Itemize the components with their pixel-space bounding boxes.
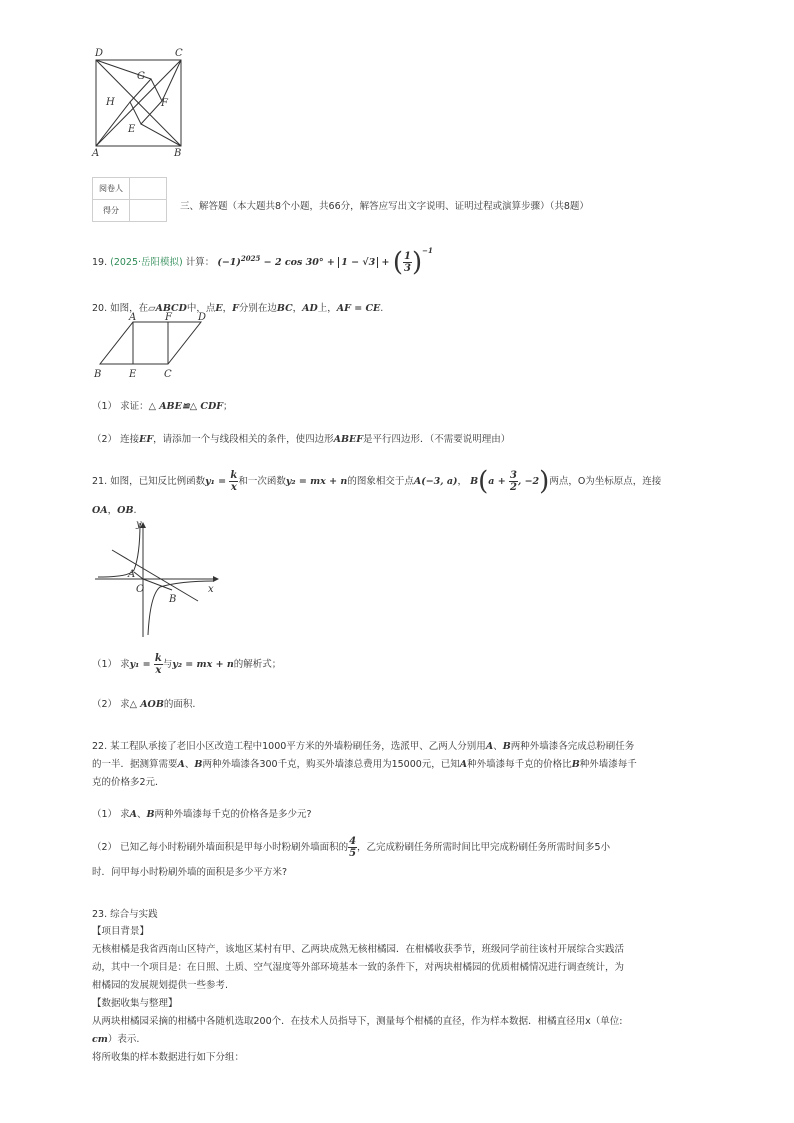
q23-body2: 动，其中一个项目是：在日照、土质、空气湿度等外部环境基本一致的条件下，对两块柑橘园的优质柑橘情况进行调查统计，为: [92, 962, 625, 973]
q19-expr-a: (−1): [217, 257, 241, 268]
q22-part2-line2: 时．问甲每小时粉刷外墙的面积是多少平方米?: [92, 867, 288, 878]
q22-line1: 22. 某工程队承接了老旧小区改造工程中1000平方米的外墙粉刷任务，选派甲、乙两人分别用A、B两种外墙漆各完成总粉刷任务: [92, 741, 635, 752]
q19-exp1: 2025: [240, 253, 261, 263]
reviewer-label: 阅卷人: [93, 178, 130, 200]
q23-title: 23. 综合与实践: [92, 909, 158, 920]
q20-part2: （2） 连接EF，请添加一个与线段相关的条件，使四边形ABEF是平行四边形．（不需要说明理由）: [92, 434, 511, 445]
svg-text:y: y: [136, 519, 142, 530]
label-e: E: [129, 369, 137, 380]
q23-body3: 柑橘园的发展规划提供一些参考.: [92, 980, 229, 991]
label-d: D: [198, 312, 207, 323]
q19-expr-c: 1 − √3: [341, 257, 376, 268]
reviewer-cell[interactable]: [130, 178, 167, 200]
q21-frac-32: $\frac{3}{2}$: [510, 470, 517, 493]
segment-ob: [143, 579, 172, 590]
label-c: C: [164, 369, 172, 380]
q23-body4: 从两块柑橘园采摘的柑橘中各随机选取200个．在技术人员指导下，测量每个柑橘的直径，作为样本数据．柑橘直径用x（单位:: [92, 1016, 623, 1027]
label-e: E: [128, 124, 136, 135]
q22-part1: （1） 求A、B两种外墙漆每千克的价格各是多少元?: [92, 809, 312, 820]
label-c: C: [175, 48, 183, 59]
svg-text:B: B: [169, 594, 177, 605]
score-cell[interactable]: [130, 200, 167, 222]
q19-expr-b: − 2 cos 30° +: [260, 257, 339, 268]
q20-part1: （1） 求证：△ ABE≌△ CDF；: [92, 401, 233, 412]
function-graph: [90, 515, 225, 640]
parallelogram-figure: [90, 310, 220, 382]
score-table: [92, 177, 167, 222]
q19-abs: [338, 257, 378, 268]
q19-frac: $\frac{1}{3}$: [403, 251, 411, 274]
score-label: 得分: [93, 200, 130, 222]
q21-part1: （1） 求y₁ = $\frac{k}{x}$ 与y₂ = mx + n的解析式；: [92, 653, 282, 676]
label-b: B: [174, 148, 182, 159]
q22-line2: 的一半．据测算需要A、B两种外墙漆各300千克，购买外墙漆总费用为15000元，已知A种外墙漆每千克的价格比B种外墙漆每千: [92, 759, 637, 770]
q23-body5: cm）表示.: [92, 1034, 140, 1045]
q21-line1: 21. 如图，已知反比例函数y₁ = $\frac{k}{x}$ 和一次函数y₂ = mx + n的图象相交于点A(−3, a)， B(a + $\frac{3}{2}$ , −2)两点，O为坐标原点，连接: [92, 466, 662, 497]
q19-exp2: −1: [422, 246, 433, 255]
q23-body6: 将所收集的样本数据进行如下分组：: [92, 1052, 245, 1063]
svg-text:A: A: [128, 569, 136, 580]
q20-line1: 20. 如图，在▱ABCD中，点E，F分别在边BC，AD上，AF = CE.: [92, 303, 384, 314]
segment-oa: [134, 572, 143, 579]
q21-part2: （2） 求△ AOB的面积.: [92, 699, 196, 710]
label-f: F: [165, 312, 172, 323]
square-figure: [88, 44, 188, 162]
q22-line3: 克的价格多2元．: [92, 777, 165, 788]
label-b: B: [94, 369, 102, 380]
q19-lead: 计算：: [185, 257, 215, 268]
label-a: A: [129, 312, 137, 323]
q19-line: 19. (2025·岳阳模拟) 计算： $(-1)^{2025} - 2$ cos 30° + 1 − √3 + ( $\frac{1}{3}$ )$^{-1}$: [92, 246, 433, 278]
q23-heading1: 【项目背景】: [92, 926, 150, 937]
q22-part2: （2） 已知乙每小时粉刷外墙面积是甲每小时粉刷外墙面积的 $\frac{4}{5}$ ，乙完成粉刷任务所需时间比甲完成粉刷任务所需时间多5小: [92, 836, 611, 859]
label-d: D: [95, 48, 104, 59]
hyperbola-branch-2: [148, 581, 214, 635]
q23-heading2: 【数据收集与整理】: [92, 998, 178, 1009]
svg-text:x: x: [208, 584, 214, 595]
q21-frac-kx: $\frac{k}{x}$: [230, 470, 238, 493]
section3-title: 三、解答题（本大题共8个小题，共66分，解答应写出文字说明、证明过程或演算步骤）（共8题）: [180, 201, 589, 212]
label-g: G: [137, 71, 145, 82]
label-f: F: [161, 98, 168, 109]
q19-num: 19.: [92, 257, 108, 268]
label-h: H: [106, 97, 115, 108]
q19-expr-d: +: [378, 257, 393, 268]
q21-line2: OA，OB.: [92, 505, 137, 516]
svg-text:O: O: [136, 584, 145, 595]
q22-frac: $\frac{4}{5}$: [349, 836, 357, 859]
q19-source[interactable]: (2025·岳阳模拟): [110, 257, 183, 268]
q23-body1: 无核柑橘是我省西南山区特产，该地区某村有甲、乙两块成熟无核柑橘园．在柑橘收获季节，班级同学前往该村开展综合实践活: [92, 944, 625, 955]
label-a: A: [92, 148, 100, 159]
